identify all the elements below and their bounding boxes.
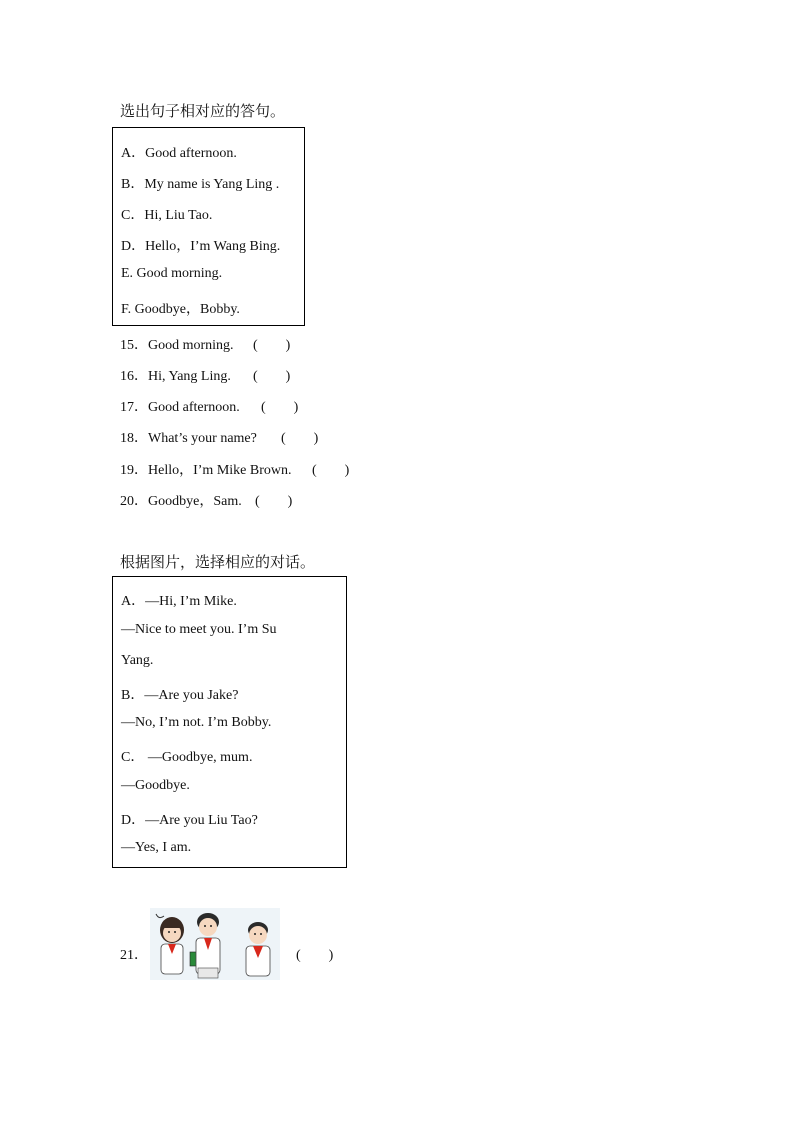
section1-heading: 选出句子相对应的答句。 xyxy=(120,102,286,120)
dialogue-c-line1: C． —Goodbye, mum. xyxy=(121,750,253,765)
option-c: C．Hi, Liu Tao. xyxy=(121,208,213,223)
dialogue-b-line2: —No, I’m not. I’m Bobby. xyxy=(121,715,272,730)
option-b: B．My name is Yang Ling . xyxy=(121,177,280,192)
section2-heading: 根据图片，选择相应的对话。 xyxy=(120,553,316,571)
children-illustration xyxy=(150,908,280,980)
dialogue-a-line1: A．—Hi, I’m Mike. xyxy=(121,594,237,609)
dialogue-b-line1: B．—Are you Jake? xyxy=(121,688,239,703)
answer-blank-18[interactable]: ( ) xyxy=(281,431,319,446)
answer-blank-16[interactable]: ( ) xyxy=(253,369,291,384)
option-a: A．Good afternoon. xyxy=(121,146,237,161)
dialogue-d-line1: D．—Are you Liu Tao? xyxy=(121,813,258,828)
dialogue-d-line2: —Yes, I am. xyxy=(121,840,192,855)
question-17: 17．Good afternoon. xyxy=(120,400,240,415)
dialogue-box xyxy=(112,576,347,868)
question-15: 15．Good morning. xyxy=(120,338,234,353)
question-18: 18．What’s your name? xyxy=(120,431,257,446)
question-19: 19．Hello，I’m Mike Brown. xyxy=(120,463,292,478)
dialogue-a-line2: —Nice to meet you. I’m Su xyxy=(121,622,277,637)
question-21: 21． xyxy=(120,948,148,963)
children-greeting-image xyxy=(150,908,280,980)
answer-blank-20[interactable]: ( ) xyxy=(255,494,293,509)
question-20: 20．Goodbye，Sam. xyxy=(120,494,242,509)
option-f: F. Goodbye，Bobby. xyxy=(121,302,240,317)
answer-blank-19[interactable]: ( ) xyxy=(312,463,350,478)
option-d: D．Hello，I’m Wang Bing. xyxy=(121,239,281,254)
answer-blank-21[interactable]: ( ) xyxy=(296,948,334,963)
question-16: 16．Hi, Yang Ling. xyxy=(120,369,231,384)
option-e: E. Good morning. xyxy=(121,266,223,281)
dialogue-a-line3: Yang. xyxy=(121,653,154,668)
dialogue-c-line2: —Goodbye. xyxy=(121,778,190,793)
answer-blank-17[interactable]: ( ) xyxy=(261,400,299,415)
answer-blank-15[interactable]: ( ) xyxy=(253,338,291,353)
options-box xyxy=(112,127,305,326)
